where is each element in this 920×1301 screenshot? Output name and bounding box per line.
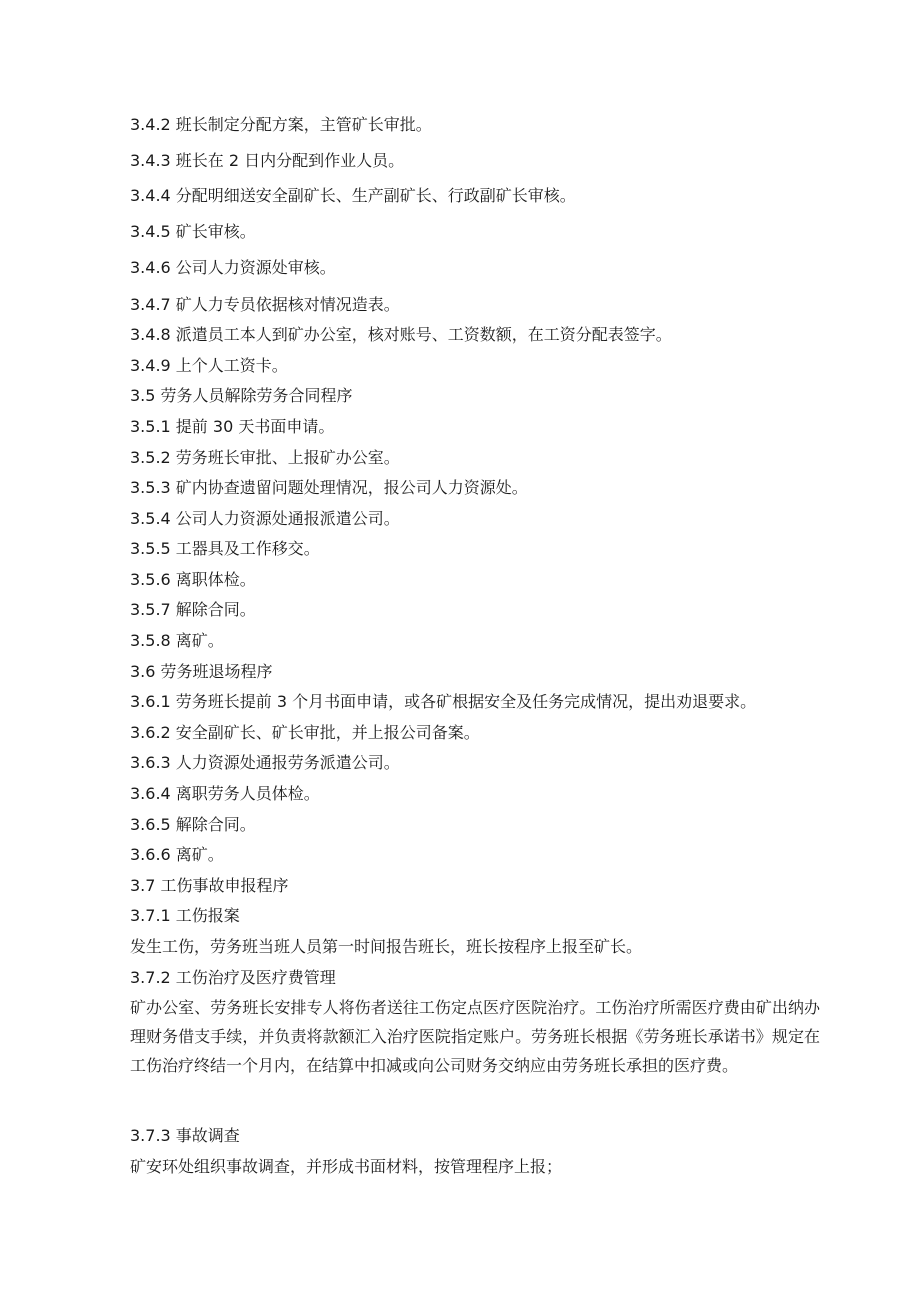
text-line: 3.5.4 公司人力资源处通报派遣公司。 <box>130 509 400 528</box>
medical-paragraph: 矿办公室、劳务班长安排专人将伤者送往工伤定点医疗医院治疗。工伤治疗所需医疗费由矿出纳办理财务借支手续，并负责将款额汇入治疗医院指定账户。劳务班长根据《劳务班长承诺书》规定在工伤治疗终结一个月内，在结算中扣减或向公司财务交纳应由劳务班长承担的医疗费。 <box>130 998 820 1075</box>
text-line: 3.5.1 提前 30 天书面申请。 <box>130 417 335 436</box>
text-line: 3.5.8 离矿。 <box>130 631 224 650</box>
text-line: 3.4.8 派遣员工本人到矿办公室，核对账号、工资数额，在工资分配表签字。 <box>130 325 672 344</box>
subsection-heading: 3.7.2 工伤治疗及医疗费管理 <box>130 968 336 987</box>
text-line: 3.4.5 矿长审核。 <box>130 222 256 241</box>
text-line: 3.4.2 班长制定分配方案，主管矿长审批。 <box>130 115 432 134</box>
subsection-heading: 3.7.3 事故调查 <box>130 1126 240 1145</box>
text-line: 3.4.6 公司人力资源处审核。 <box>130 258 336 277</box>
text-line: 3.6.1 劳务班长提前 3 个月书面申请，或各矿根据安全及任务完成情况，提出劝退要求。 <box>130 692 757 711</box>
section-heading: 3.6 劳务班退场程序 <box>130 662 273 681</box>
text-line: 3.5.6 离职体检。 <box>130 570 256 589</box>
text-line: 3.6.5 解除合同。 <box>130 815 256 834</box>
text-line: 矿安环处组织事故调查，并形成书面材料，按管理程序上报； <box>130 1157 563 1176</box>
text-line: 发生工伤，劳务班当班人员第一时间报告班长，班长按程序上报至矿长。 <box>130 937 643 956</box>
section-heading: 3.5 劳务人员解除劳务合同程序 <box>130 386 353 405</box>
text-line: 3.4.4 分配明细送安全副矿长、生产副矿长、行政副矿长审核。 <box>130 186 576 205</box>
text-line: 3.4.7 矿人力专员依据核对情况造表。 <box>130 295 400 314</box>
text-line: 3.5.7 解除合同。 <box>130 600 256 619</box>
text-line: 3.5.5 工器具及工作移交。 <box>130 539 320 558</box>
text-line: 3.6.2 安全副矿长、矿长审批，并上报公司备案。 <box>130 723 480 742</box>
subsection-heading: 3.7.1 工伤报案 <box>130 906 240 925</box>
text-line: 3.6.3 人力资源处通报劳务派遣公司。 <box>130 753 400 772</box>
section-heading: 3.7 工伤事故申报程序 <box>130 876 289 895</box>
text-line: 3.6.6 离矿。 <box>130 845 224 864</box>
text-line: 3.5.2 劳务班长审批、上报矿办公室。 <box>130 448 400 467</box>
text-line: 3.4.3 班长在 2 日内分配到作业人员。 <box>130 151 405 170</box>
text-line: 3.6.4 离职劳务人员体检。 <box>130 784 320 803</box>
text-line: 3.4.9 上个人工资卡。 <box>130 356 288 375</box>
text-line: 3.5.3 矿内协查遗留问题处理情况，报公司人力资源处。 <box>130 478 528 497</box>
